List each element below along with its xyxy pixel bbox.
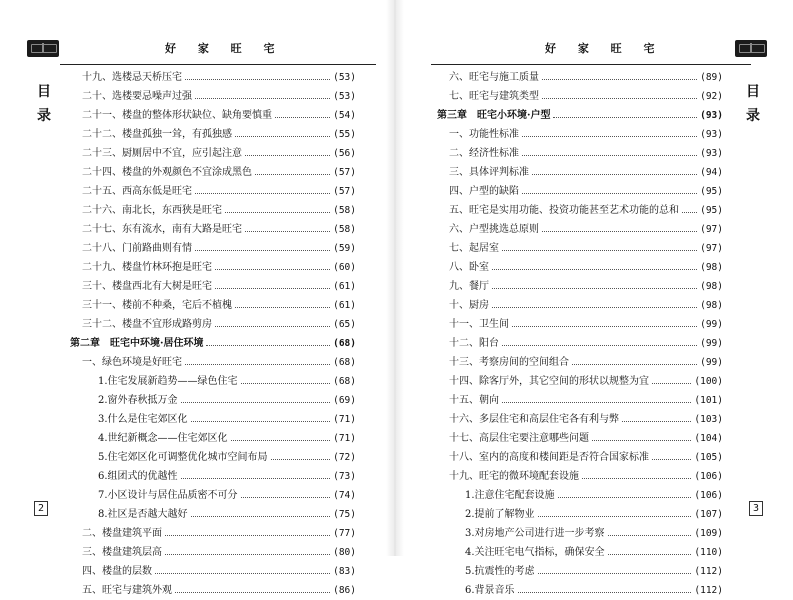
toc-entry: [70, 125, 356, 144]
toc-entry-page: (60): [333, 262, 356, 273]
page-header: 好 家 旺 宅: [165, 42, 284, 55]
toc-entry-title: 三十二、楼盘不宜形成路剪房: [82, 319, 212, 330]
toc-leader-dots: [542, 98, 697, 99]
toc-entry: [437, 410, 723, 429]
toc-entry: [437, 277, 723, 296]
toc-leader-dots: [538, 516, 692, 517]
toc-leader-dots: [522, 193, 697, 194]
toc-leader-dots: [502, 250, 697, 251]
toc-leader-dots: [231, 440, 331, 441]
toc-leader-dots: [608, 535, 692, 536]
toc-entry-title: 二十六、南北长，东西狭是旺宅: [82, 205, 222, 216]
left-page: [0, 0, 396, 596]
side-label-char: 目: [746, 84, 760, 100]
toc-entry-page: (68): [333, 338, 356, 349]
toc-entry-page: (57): [333, 186, 356, 197]
toc-entry-page: (72): [333, 452, 356, 463]
right-page: [397, 0, 793, 596]
toc-entry: [70, 68, 356, 87]
toc-leader-dots: [582, 478, 691, 479]
toc-entry-page: (71): [333, 433, 356, 444]
toc-entry-title: 三十、楼盘西北有大树是旺宅: [82, 281, 212, 292]
toc-entry: [70, 372, 356, 391]
toc-entry-title: 二十、选楼要忌噪声过强: [82, 91, 192, 102]
toc-leader-dots: [542, 231, 697, 232]
toc-leader-dots: [652, 459, 691, 460]
toc-entry-title: 十一、卫生间: [449, 319, 509, 330]
toc-entry-title: 二、楼盘建筑平面: [82, 528, 162, 539]
toc-entry-title: 二十二、楼盘孤独一耸，有孤独感: [82, 129, 232, 140]
toc-entry-page: (93): [700, 110, 723, 121]
toc-entry-title: 十二、阳台: [449, 338, 499, 349]
toc-entry: [70, 524, 356, 543]
toc-entry-page: (106): [694, 471, 723, 482]
toc-entry-page: (110): [694, 547, 723, 558]
toc-entry-page: (55): [333, 129, 356, 140]
toc-entry-title: 六、户型挑选总原则: [449, 224, 539, 235]
toc-entry: [70, 258, 356, 277]
toc-entry-title: 1.住宅发展新趋势——绿色住宅: [98, 376, 238, 387]
toc-entry-title: 2.窗外春秋抵万金: [98, 395, 178, 406]
toc-entry-page: (104): [694, 433, 723, 444]
toc-leader-dots: [522, 136, 697, 137]
toc-entry-page: (53): [333, 91, 356, 102]
toc-entry-page: (77): [333, 528, 356, 539]
toc-entry-title: 二、经济性标准: [449, 148, 519, 159]
toc-leader-dots: [652, 383, 691, 384]
side-label: [36, 80, 52, 128]
toc-leader-dots: [492, 288, 697, 289]
toc-entry-page: (93): [700, 148, 723, 159]
toc-entry-page: (98): [700, 300, 723, 311]
toc-entry: [70, 220, 356, 239]
toc-entry-title: 第二章 旺宅中环境·居住环境: [70, 338, 204, 349]
toc-leader-dots: [215, 269, 330, 270]
toc-entry-page: (75): [333, 509, 356, 520]
toc-leader-dots: [191, 516, 331, 517]
toc-entry: [437, 353, 723, 372]
toc-entry: [437, 258, 723, 277]
side-label-char: 录: [37, 108, 51, 124]
toc-entry-page: (95): [700, 205, 723, 216]
book-icon: [735, 40, 767, 57]
toc-leader-dots: [622, 421, 691, 422]
toc-entry: [437, 581, 723, 600]
toc-entry: [437, 543, 723, 562]
toc-leader-dots: [195, 193, 330, 194]
toc-leader-dots: [492, 269, 697, 270]
toc-entry: [437, 524, 723, 543]
toc-entry-page: (98): [700, 262, 723, 273]
toc-entry: [437, 505, 723, 524]
toc-entry-title: 6.组团式的优越性: [98, 471, 178, 482]
toc-entry: [70, 562, 356, 581]
toc-leader-dots: [155, 573, 330, 574]
toc-entry-page: (100): [694, 376, 723, 387]
toc-leader-dots: [512, 326, 697, 327]
toc-entry: [70, 87, 356, 106]
toc-leader-dots: [181, 402, 331, 403]
toc-leader-dots: [185, 79, 330, 80]
toc-entry-title: 十四、除客厅外，其它空间的形状以规整为宜: [449, 376, 649, 387]
toc-entry-page: (109): [694, 528, 723, 539]
toc-entry-title: 二十八、门前路曲则有情: [82, 243, 192, 254]
toc-entry-title: 五、旺宅是实用功能、投资功能甚至艺术功能的总和: [449, 205, 679, 216]
toc-entry-title: 8.社区是否越大越好: [98, 509, 188, 520]
toc-leader-dots: [553, 117, 697, 118]
toc-entry-page: (57): [333, 167, 356, 178]
toc-entry-page: (106): [694, 490, 723, 501]
toc-entry-page: (56): [333, 148, 356, 159]
toc-leader-dots: [532, 174, 697, 175]
toc-entry: [70, 410, 356, 429]
toc-leader-dots: [502, 345, 697, 346]
toc-leader-dots: [195, 98, 330, 99]
toc-entry-page: (71): [333, 414, 356, 425]
toc-entry-page: (80): [333, 547, 356, 558]
toc-entry: [437, 68, 723, 87]
toc-leader-dots: [518, 592, 692, 593]
toc-leader-dots: [185, 364, 330, 365]
toc-entry-title: 5.抗震性的考虑: [465, 566, 535, 577]
toc-leader-dots: [558, 497, 692, 498]
toc-entry-title: 7.小区设计与居住品质密不可分: [98, 490, 238, 501]
toc-leader-dots: [245, 155, 330, 156]
toc-entry-title: 六、旺宅与施工质量: [449, 72, 539, 83]
toc-entry-page: (94): [700, 167, 723, 178]
toc-entry-title: 十三、考察房间的空间组合: [449, 357, 569, 368]
toc-entry-page: (73): [333, 471, 356, 482]
side-label-char: 录: [746, 108, 760, 124]
toc-entry: [70, 182, 356, 201]
toc-leader-dots: [165, 554, 330, 555]
toc-entry-page: (61): [333, 300, 356, 311]
toc-chapter: [70, 334, 356, 353]
page-number: 2: [34, 501, 48, 516]
toc-leader-dots: [255, 174, 330, 175]
toc-leader-dots: [502, 402, 691, 403]
toc-entry: [70, 467, 356, 486]
toc-entry-title: 二十五、西高东低是旺宅: [82, 186, 192, 197]
toc-leader-dots: [195, 250, 330, 251]
toc-leader-dots: [572, 364, 697, 365]
toc-entry: [70, 315, 356, 334]
toc-chapter: [437, 106, 723, 125]
toc-entry-title: 二十一、楼盘的整体形状缺位、缺角要慎重: [82, 110, 272, 121]
toc-entry-title: 三十一、楼前不种桑，宅后不植槐: [82, 300, 232, 311]
toc-entry-page: (61): [333, 281, 356, 292]
toc-entry: [437, 448, 723, 467]
toc-entry-title: 十八、室内的高度和楼间距是否符合国家标准: [449, 452, 649, 463]
toc-entry-title: 九、餐厅: [449, 281, 489, 292]
toc-leader-dots: [206, 345, 330, 346]
toc-entry: [437, 315, 723, 334]
toc-entry-page: (65): [333, 319, 356, 330]
toc-entry-title: 二十四、楼盘的外观颜色不宜涂成黑色: [82, 167, 252, 178]
toc-entry: [70, 163, 356, 182]
toc-entry: [437, 372, 723, 391]
toc-leader-dots: [522, 155, 697, 156]
toc-leader-dots: [542, 79, 697, 80]
page-number: 3: [749, 501, 763, 516]
toc-leader-dots: [271, 459, 331, 460]
toc-leader-dots: [241, 383, 331, 384]
toc-entry-title: 二十九、楼盘竹林环抱是旺宅: [82, 262, 212, 273]
toc-entry: [70, 277, 356, 296]
toc-entry-title: 二十三、厨厕居中不宜，应引起注意: [82, 148, 242, 159]
toc-entry: [70, 391, 356, 410]
toc-entry-title: 三、具体评判标准: [449, 167, 529, 178]
toc-entry-page: (98): [700, 281, 723, 292]
toc-entry-page: (93): [700, 129, 723, 140]
toc-entry-title: 3.什么是住宅郊区化: [98, 414, 188, 425]
toc-entry-page: (74): [333, 490, 356, 501]
toc-entry: [70, 581, 356, 600]
toc-entry: [437, 201, 723, 220]
toc-entry-title: 四、楼盘的层数: [82, 566, 152, 577]
toc-entry: [70, 201, 356, 220]
book-icon: [27, 40, 59, 57]
toc-entry: [70, 353, 356, 372]
toc-entry: [437, 429, 723, 448]
toc-entry-title: 3.对房地产公司进行进一步考察: [465, 528, 605, 539]
toc-entry-title: 一、绿色环境是好旺宅: [82, 357, 182, 368]
toc-entry-title: 七、旺宅与建筑类型: [449, 91, 539, 102]
toc-leader-dots: [165, 535, 330, 536]
toc-list: [70, 68, 356, 600]
toc-entry-page: (103): [694, 414, 723, 425]
toc-entry-page: (112): [694, 566, 723, 577]
toc-leader-dots: [215, 326, 330, 327]
toc-entry-title: 2.提前了解物业: [465, 509, 535, 520]
toc-entry-title: 八、卧室: [449, 262, 489, 273]
toc-entry: [437, 562, 723, 581]
toc-entry-page: (68): [333, 376, 356, 387]
toc-leader-dots: [241, 497, 331, 498]
toc-entry-title: 十六、多层住宅和高层住宅各有利与弊: [449, 414, 619, 425]
header-rule: [60, 64, 376, 65]
toc-entry: [437, 125, 723, 144]
toc-entry: [437, 486, 723, 505]
page-header: 好 家 旺 宅: [545, 42, 664, 55]
toc-entry-title: 十九、旺宅的微环境配套设施: [449, 471, 579, 482]
toc-entry: [70, 239, 356, 258]
toc-entry-page: (53): [333, 72, 356, 83]
toc-entry: [70, 505, 356, 524]
side-label-char: 目: [37, 84, 51, 100]
toc-entry-page: (99): [700, 357, 723, 368]
toc-entry-title: 1.注意住宅配套设施: [465, 490, 555, 501]
toc-entry-page: (86): [333, 585, 356, 596]
toc-entry-page: (97): [700, 243, 723, 254]
toc-entry-page: (99): [700, 338, 723, 349]
toc-entry-title: 5.住宅郊区化可调整优化城市空间布局: [98, 452, 268, 463]
toc-entry-page: (58): [333, 205, 356, 216]
toc-entry-title: 三、楼盘建筑层高: [82, 547, 162, 558]
toc-entry-page: (107): [694, 509, 723, 520]
toc-entry: [437, 87, 723, 106]
toc-entry-title: 4.世纪新概念——住宅郊区化: [98, 433, 228, 444]
toc-entry-page: (89): [700, 72, 723, 83]
toc-leader-dots: [175, 592, 330, 593]
toc-entry: [70, 144, 356, 163]
toc-entry-page: (92): [700, 91, 723, 102]
toc-entry-page: (59): [333, 243, 356, 254]
toc-entry-page: (69): [333, 395, 356, 406]
toc-entry-title: 七、起居室: [449, 243, 499, 254]
toc-entry: [70, 106, 356, 125]
toc-entry-page: (68): [333, 357, 356, 368]
toc-entry-title: 十五、朝向: [449, 395, 499, 406]
toc-leader-dots: [538, 573, 692, 574]
header-rule: [431, 64, 751, 65]
toc-entry-page: (83): [333, 566, 356, 577]
toc-leader-dots: [235, 307, 330, 308]
toc-leader-dots: [181, 478, 331, 479]
toc-leader-dots: [215, 288, 330, 289]
toc-entry: [437, 220, 723, 239]
toc-entry-page: (112): [694, 585, 723, 596]
toc-leader-dots: [682, 212, 697, 213]
toc-leader-dots: [492, 307, 697, 308]
toc-entry-title: 4.关注旺宅电气指标，确保安全: [465, 547, 605, 558]
toc-entry: [437, 296, 723, 315]
side-label: [745, 80, 761, 128]
toc-entry: [70, 448, 356, 467]
toc-leader-dots: [245, 231, 330, 232]
toc-entry: [437, 163, 723, 182]
toc-list: [437, 68, 723, 600]
toc-entry-title: 一、功能性标准: [449, 129, 519, 140]
toc-entry: [437, 144, 723, 163]
toc-entry-page: (95): [700, 186, 723, 197]
toc-entry: [70, 296, 356, 315]
toc-entry-title: 十九、选楼忌天桥压宅: [82, 72, 182, 83]
toc-entry-page: (58): [333, 224, 356, 235]
toc-entry: [437, 182, 723, 201]
toc-entry: [437, 239, 723, 258]
toc-leader-dots: [275, 117, 330, 118]
toc-entry-page: (97): [700, 224, 723, 235]
toc-entry-title: 第三章 旺宅小环境·户型: [437, 110, 551, 121]
toc-entry: [70, 486, 356, 505]
toc-leader-dots: [191, 421, 331, 422]
toc-entry-page: (99): [700, 319, 723, 330]
toc-leader-dots: [235, 136, 330, 137]
toc-entry: [437, 467, 723, 486]
toc-entry-title: 十七、高层住宅要注意哪些问题: [449, 433, 589, 444]
toc-entry-page: (54): [333, 110, 356, 121]
toc-leader-dots: [608, 554, 692, 555]
toc-entry-title: 四、户型的缺陷: [449, 186, 519, 197]
toc-entry-page: (105): [694, 452, 723, 463]
toc-entry-title: 十、厨房: [449, 300, 489, 311]
toc-entry-title: 6.背景音乐: [465, 585, 515, 596]
toc-entry-title: 二十七、东有流水，南有大路是旺宅: [82, 224, 242, 235]
toc-entry: [70, 429, 356, 448]
toc-entry: [437, 391, 723, 410]
toc-entry-title: 五、旺宅与建筑外观: [82, 585, 172, 596]
toc-entry-page: (101): [694, 395, 723, 406]
toc-leader-dots: [225, 212, 330, 213]
toc-leader-dots: [592, 440, 691, 441]
toc-entry: [437, 334, 723, 353]
toc-entry: [70, 543, 356, 562]
